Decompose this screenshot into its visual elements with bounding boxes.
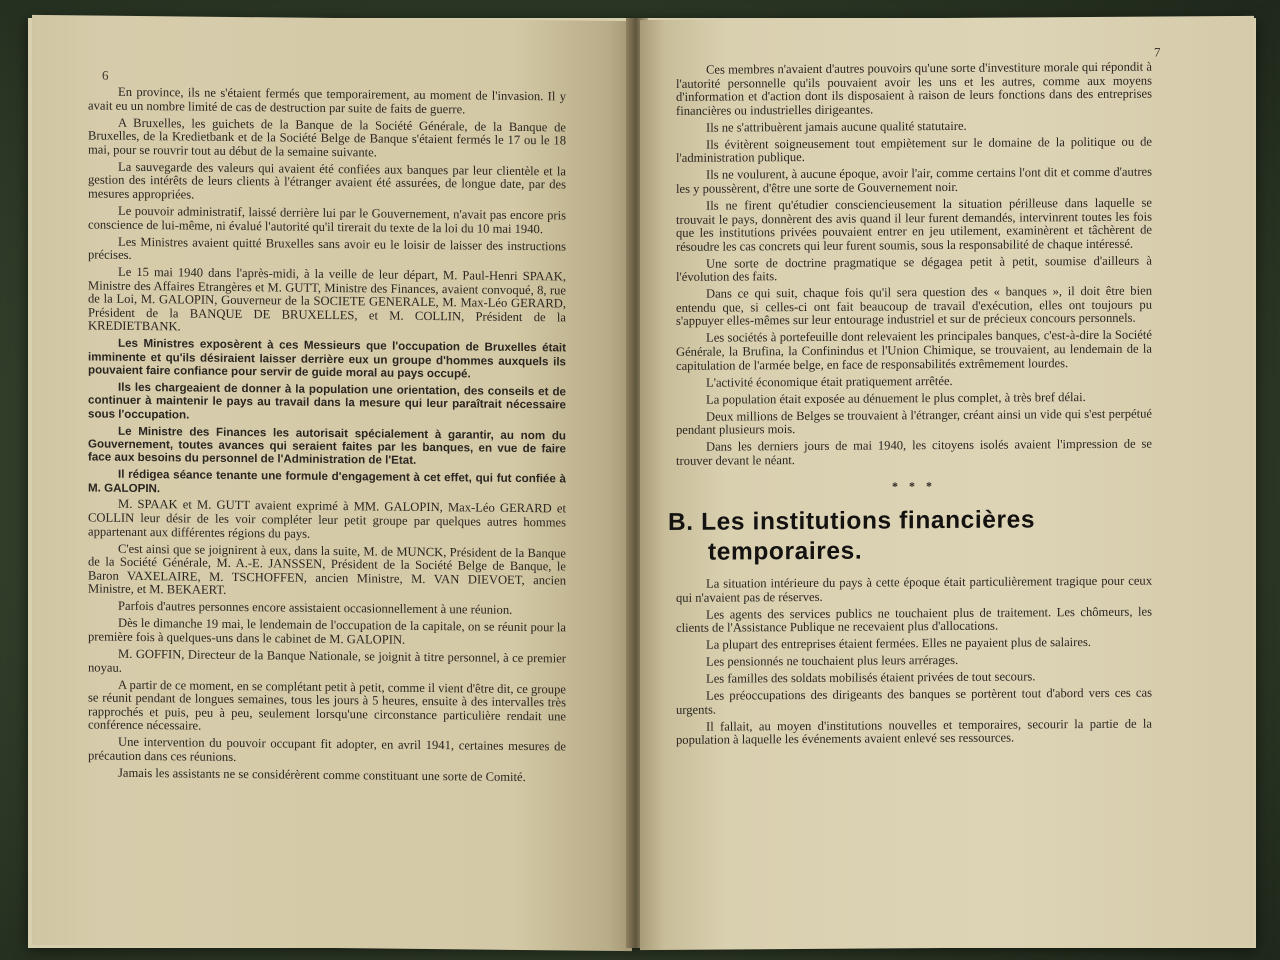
bold-paragraph: Le Ministre des Finances les autorisait spécialement à garantir, au nom du Gouvernement, toutes avances qui seraient faites par les banques, en vue de faire face aux besoins du personnel de l'Administration de l'Etat. [88, 424, 566, 468]
paragraph: Jamais les assistants ne se considérèrent comme constituant une sorte de Comité. [118, 765, 526, 784]
paragraph: La plupart des entreprises étaient fermées. Elles ne payaient plus de salaires. [706, 635, 1092, 652]
paragraph: Les pensionnés ne touchaient plus leurs arrérages. [706, 652, 959, 669]
paragraph: Les sociétés à portefeuille dont relevaient les principales banques, c'est-à-dire la Société Générale, la Brufina, la Confinindus et l'Union Chimique, se trouvaient, au lendemain de la capitulation de l'armée belge, en face de responsabilités extrêmement lourdes. [676, 327, 1152, 373]
paragraph: M. GOFFIN, Directeur de la Banque Nationale, se joignit à titre personnel, à ce premier noyau. [88, 646, 566, 675]
open-booklet [28, 18, 1256, 948]
paragraph: Dès le dimanche 19 mai, le lendemain de l'occupation de la capitale, on se réunit pour la première fois à quelques-uns dans le cabinet de M. GALOPIN. [88, 616, 566, 647]
paragraph: Deux millions de Belges se trouvaient à l'étranger, créant ainsi un vide qui s'est perpétué pendant plusieurs mois. [676, 406, 1152, 438]
right-page-text [668, 59, 1152, 752]
bold-paragraph: Les Ministres exposèrent à ces Messieurs que l'occupation de Bruxelles était imminente et qu'ils désiraient laisser derrière eux un groupe d'hommes auxquels ils pouvaient faire confiance pour servir de guide moral au pays occupé. [88, 337, 566, 381]
paragraph: A partir de ce moment, en se complétant petit à petit, comme il vient d'être dit, ce groupe se réunit pendant de longues semaines, tous les jours à 5 heures, ensuite à des intervalles très rapprochés et puis, peu à peu, seulement lorsqu'une circonstance particulière rendait une conférence nécessaire. [88, 677, 566, 733]
paragraph: Ils évitèrent soigneusement tout empiètement sur le domaine de la politique ou de l'administration publique. [676, 134, 1152, 166]
section-heading-line1: B. Les institutions financières [668, 506, 1036, 536]
section-heading-line2: temporaires. [708, 537, 863, 566]
paragraph: Ils ne voulurent, à aucune époque, avoir l'air, comme certains l'ont dit et comme d'autres les y poussèrent, d'être une sorte de Gouvernement noir. [676, 164, 1152, 196]
paragraph: La situation intérieure du pays à cette époque était particulièrement tragique pour ceux qui n'avaient pas de réserves. [676, 573, 1152, 605]
paragraph: Ils ne firent qu'étudier consciencieusement la situation périlleuse dans laquelle se trouvait le pays, donnèrent des avis quand il leur furent demandés, intervinrent toutes les fois que les institutions privées pouvaient entrer en jeu utilement, examinèrent et tâchèrent de résoudre les cas concrets qui leur furent soumis, sous la responsabilité de chaque intéressé. [676, 195, 1152, 254]
paragraph: Parfois d'autres personnes encore assistaient occasionnellement à une réunion. [118, 599, 513, 618]
paragraph: L'activité économique était pratiquement arrêtée. [706, 373, 953, 390]
paragraph: Les préoccupations des dirigeants des banques se portèrent tout d'abord vers ces cas urgents. [676, 685, 1152, 717]
paragraph: Il fallait, au moyen d'institutions nouvelles et temporaires, secourir la partie de la population à laquelle les événements avaient enlevé ses ressources. [676, 716, 1152, 748]
paragraph: Une intervention du pouvoir occupant fit adopter, en avril 1941, certaines mesures de précaution dans ces réunions. [88, 735, 566, 764]
paragraph: Les agents des services publics ne touchaient plus de traitement. Les chômeurs, les clients de l'Assistance Publique ne recevaient plus d'allocations. [676, 604, 1152, 635]
paragraph: Les familles des soldats mobilisés étaient privées de tout secours. [706, 669, 1036, 686]
paragraph: Le pouvoir administratif, laissé derrière lui par le Gouvernement, n'avait pas encore pris conscience de lui-même, ni évalué l'autorité qu'il tirerait du texte de la loi du 10 mai 1940. [88, 203, 566, 236]
right-page [640, 16, 1254, 950]
paragraph: Le 15 mai 1940 dans l'après-midi, à la veille de leur départ, M. Paul-Henri SPAAK, Ministre des Affaires Etrangères et M. GUTT, Ministre des Finances, avaient convoqué, 8, rue de la Loi, M. GALOPIN, Gouverneur de la SOCIETE GENERALE, M. Max-Léo GERARD, Président de la BANQUE DE BRUXELLES, et M. COLLIN, Président de la KREDIETBANK. [88, 264, 566, 334]
paragraph: En province, ils ne s'étaient fermés que temporairement, au moment de l'invasion. Il y avait eu un nombre limité de cas de destruction par suite de faits de guerre. [88, 84, 566, 116]
paragraph: La sauvegarde des valeurs qui avaient été confiées aux banques par leur clientèle et la gestion des intérêts de leurs clients à l'étranger avaient été assurées, de longue date, par des mesures appropriées. [88, 159, 566, 202]
left-page-text [88, 85, 566, 788]
paragraph: M. SPAAK et M. GUTT avaient exprimé à MM. GALOPIN, Max-Léo GERARD et COLLIN leur désir de les voir compléter leur petit groupe par quelques autres hommes appartenant aux différentes régions du pays. [88, 497, 566, 541]
paragraph: Ces membres n'avaient d'autres pouvoirs qu'une sorte d'investiture morale qui répondit à l'autorité personnelle qu'ils pouvaient avoir les uns et les autres, comme aux moyens d'information et d'action dont ils disposaient à raison de leurs fonctions dans des entreprises financières ou industrielles dirigeantes. [676, 59, 1152, 118]
section-heading [668, 504, 1152, 567]
page-number-right: 7 [1154, 44, 1161, 60]
left-page [32, 15, 632, 951]
page-number-left: 6 [102, 67, 109, 83]
bold-paragraph: Ils les chargeaient de donner à la population une orientation, des conseils et de continuer à maintenir le pays au travail dans la mesure qui leur paraîtrait nécessaire sous l'occupation. [88, 380, 566, 422]
paragraph: Dans ce qui suit, chaque fois qu'il sera question des « banques », il doit être bien entendu que, si celles-ci ont fait beaucoup de travail d'exécution, elles ont toujours pu s'appuyer elles-mêmes sur leur entourage industriel et sur de précieux concours personnels. [676, 283, 1152, 329]
paragraph: La population était exposée au dénuement le plus complet, à très bref délai. [706, 389, 1086, 407]
section-separator: * * * [892, 479, 936, 494]
bold-paragraph: Il rédigea séance tenante une formule d'engagement à cet effet, qui fut confiée à M. GALOPIN. [88, 468, 566, 495]
paragraph: Ils ne s'attribuèrent jamais aucune qualité statutaire. [706, 118, 967, 135]
paragraph: Dans les derniers jours de mai 1940, les citoyens isolés avaient l'impression de se trouver devant le néant. [676, 436, 1152, 468]
paragraph: Les Ministres avaient quitté Bruxelles sans avoir eu le loisir de laisser des instructions précises. [88, 234, 566, 262]
paragraph: A Bruxelles, les guichets de la Banque de la Société Générale, de la Banque de Bruxelles, de la Kredietbank et de la Société Belge de Banque s'étaient fermés le 17 ou le 18 mai, pour se rouvrir tout au début de la semaine suivante. [88, 115, 566, 160]
paragraph: Une sorte de doctrine pragmatique se dégagea petit à petit, soumise d'ailleurs à l'évolution des faits. [676, 253, 1152, 285]
paragraph: C'est ainsi que se joignirent à eux, dans la suite, M. de MUNCK, Président de la Banque de la Société Générale, M. A.-E. JANSSEN, Président de la Société Belge de Banque, le Baron VAXELAIRE, M. TSCHOFFEN, ancien Ministre, M. VAN DIEVOET, ancien Ministre, et M. BEKAERT. [88, 541, 566, 598]
